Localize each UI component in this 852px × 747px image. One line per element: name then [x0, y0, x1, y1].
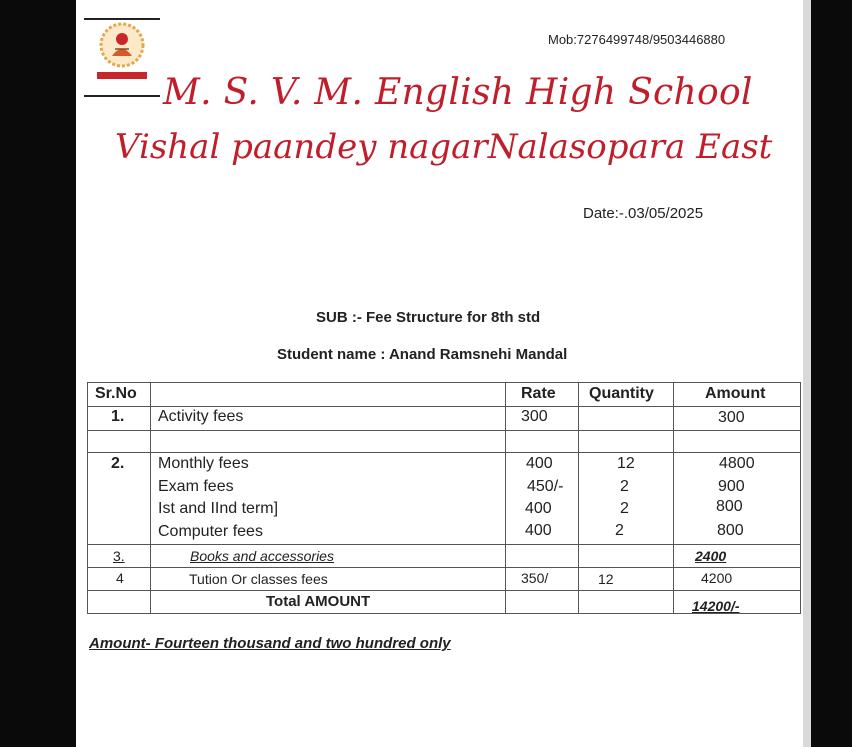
row-2-amount: 4800 [719, 455, 755, 472]
table-column-line [150, 382, 151, 613]
header-amount: Amount [705, 385, 766, 402]
letter-subject: SUB :- Fee Structure for 8th std [316, 309, 541, 326]
row-1-amount: 300 [718, 409, 745, 426]
mobile-number: Mob:7276499748/9503446880 [548, 32, 726, 47]
school-logo-icon [99, 22, 145, 68]
school-name: M. S. V. M. English High School [163, 72, 753, 113]
total-label: Total AMOUNT [266, 593, 371, 610]
table-line [87, 590, 801, 591]
row-4-amount: 4200 [701, 570, 733, 586]
student-name: Student name : Anand Ramsnehi Mandal [277, 346, 568, 363]
table-line [87, 544, 801, 545]
row-2-rate: 400 [525, 522, 552, 539]
row-2-amount: 800 [717, 522, 744, 539]
row-2-rate: 450/- [527, 478, 564, 495]
row-1-rate: 300 [521, 408, 548, 425]
table-border [87, 382, 801, 383]
total-amount: 14200/- [692, 598, 740, 614]
row-2-rate: 400 [525, 500, 552, 517]
row-2-quantity: 2 [620, 500, 629, 517]
row-4-quantity: 12 [598, 571, 614, 587]
amount-in-words: Amount- Fourteen thousand and two hundred only [89, 635, 451, 652]
row-3-srno: 3. [113, 548, 125, 564]
table-border [800, 382, 801, 613]
left-dark-border [0, 0, 76, 747]
table-column-line [505, 382, 506, 613]
top-rule [84, 18, 160, 20]
header-srno: Sr.No [95, 385, 137, 402]
row-2-quantity: 2 [615, 522, 624, 539]
letter-date: Date:-.03/05/2025 [583, 205, 704, 222]
row-3-description: Books and accessories [190, 548, 334, 564]
table-border [87, 382, 88, 613]
row-3-amount: 2400 [695, 548, 727, 564]
row-2-rate: 400 [526, 455, 553, 472]
row-4-rate: 350/ [521, 570, 549, 586]
row-2-amount: 800 [716, 498, 743, 515]
row-2-quantity: 2 [620, 478, 629, 495]
row-1-description: Activity fees [158, 408, 244, 425]
table-line [87, 406, 801, 407]
table-line [87, 430, 801, 431]
school-address: Vishal paandey nagarNalasopara East [115, 127, 773, 167]
table-column-line [578, 382, 579, 613]
header-rule [84, 95, 160, 97]
row-2-amount: 900 [718, 478, 745, 495]
row-2-quantity: 12 [617, 455, 635, 472]
row-4-description: Tution Or classes fees [189, 571, 328, 587]
table-column-line [673, 382, 674, 613]
row-1-srno: 1. [111, 408, 125, 425]
header-quantity: Quantity [589, 385, 654, 402]
row-2-description: Ist and IInd term] [158, 500, 279, 517]
header-rate: Rate [521, 385, 556, 402]
row-2-description: Monthly fees [158, 455, 249, 472]
row-2-description: Computer fees [158, 523, 263, 540]
table-line [87, 452, 801, 453]
page-edge [803, 0, 811, 747]
table-line [87, 567, 801, 568]
row-4-srno: 4 [116, 570, 124, 586]
row-2-srno: 2. [111, 455, 125, 472]
logo-banner [97, 72, 147, 79]
row-2-description: Exam fees [158, 478, 234, 495]
